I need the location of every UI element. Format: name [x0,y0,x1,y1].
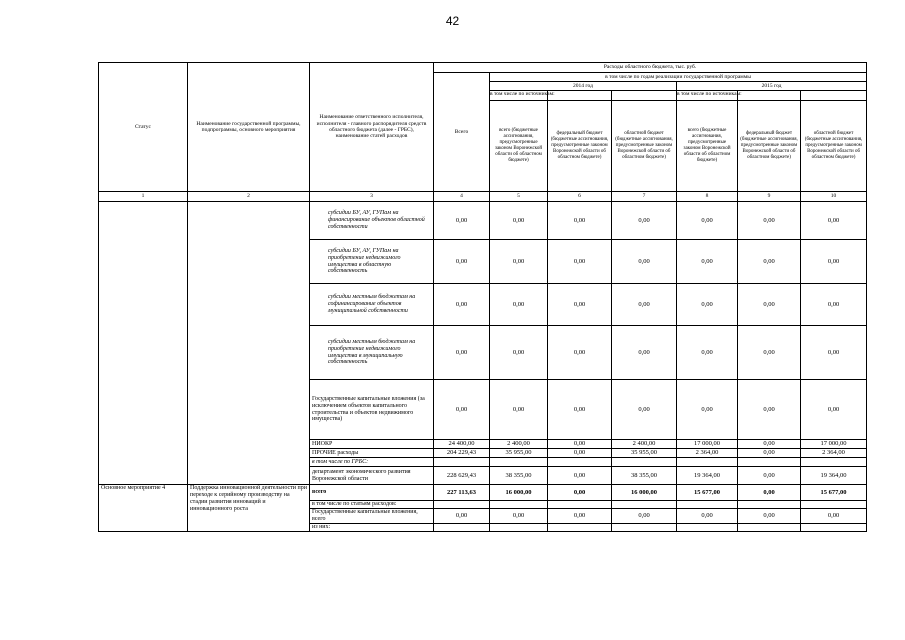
value-cell: 0,00 [434,509,490,524]
header-total: Всего [434,73,490,192]
value-cell: 2 400,00 [612,440,677,449]
value-cell: 0,00 [548,467,612,485]
header-source-col6 [548,91,612,192]
value-cell: 0,00 [677,202,738,240]
value-cell: 0,00 [434,284,490,326]
row-label: субсидии местным бюджетам на приобретение недвижимого имущества в муниципальную собственность [310,326,434,380]
row-label: Государственные капитальные вложения (за исключением объектов капитального строительства и объектов недвижимого имущества) [310,380,434,440]
header-program-name: Наименование государственной программы, подпрограммы, основного мероприятия [188,63,310,192]
row-label: НИОКР [310,440,434,449]
value-cell: 0,00 [738,440,801,449]
value-cell [434,523,490,531]
value-cell: 0,00 [738,380,801,440]
value-cell: 35 955,00 [612,449,677,458]
value-cell: 24 400,00 [434,440,490,449]
column-number-10: 10 [801,192,867,202]
value-cell: 227 113,63 [434,485,490,501]
column-number-6: 6 [548,192,612,202]
header-source-text: всего (бюджетные ассигнования, предусмотренные законом Воронежской области об областном бюджете) [494,128,543,163]
value-cell: 0,00 [548,284,612,326]
value-cell: 15 677,00 [677,485,738,501]
value-cell: 0,00 [612,380,677,440]
row-label: ПРОЧИЕ расходы [310,449,434,458]
value-cell: 0,00 [677,284,738,326]
column-number-5: 5 [490,192,548,202]
value-cell: 0,00 [612,284,677,326]
value-cell: 0,00 [738,240,801,284]
value-cell: 17 000,00 [677,440,738,449]
measure-name: Поддержка инновационной деятельности при переходе к серийному производству на стадии развития инноваций и инновационного роста [188,485,310,532]
header-year-2015: 2015 год [677,82,867,91]
table-row [99,485,867,501]
value-cell: 0,00 [801,202,867,240]
header-source-col9 [738,91,801,192]
measure-status: Основное мероприятие 4 [99,485,188,532]
value-cell [801,458,867,467]
value-cell: 16 000,00 [490,485,548,501]
value-cell: 0,00 [548,326,612,380]
value-cell [738,501,801,509]
value-cell: 0,00 [612,240,677,284]
value-cell [490,501,548,509]
value-cell [434,458,490,467]
value-cell: 35 955,00 [490,449,548,458]
value-cell: 0,00 [801,380,867,440]
value-cell: 0,00 [548,449,612,458]
value-cell: 0,00 [434,326,490,380]
header-source-text: всего (бюджетные ассигнования, предусмотренные законом Воронежской области об областном бюджете) [683,128,731,163]
header-source-text: областной бюджет (бюджетные ассигнования, предусмотренные законом Воронежской области об областном бюджете) [804,131,863,160]
value-cell: 0,00 [490,202,548,240]
status-cell-empty [99,202,188,485]
value-cell: 0,00 [548,509,612,524]
value-cell: 204 229,43 [434,449,490,458]
budget-table [98,62,867,532]
header-responsible: Наименование ответственного исполнителя, исполнителя - главного распорядителя средств областного бюджета (далее - ГРБС), наименование статей расходов [310,63,434,192]
value-cell: 38 355,00 [490,467,548,485]
row-label: в том числе по ГРБС: [310,458,434,467]
value-cell: 0,00 [548,380,612,440]
value-cell [677,523,738,531]
value-cell: 0,00 [548,485,612,501]
value-cell: 0,00 [677,240,738,284]
column-number-row [99,192,867,202]
value-cell [738,458,801,467]
value-cell: 0,00 [738,449,801,458]
value-cell: 0,00 [738,284,801,326]
row-label: субсидии местным бюджетам на софинансирование объектов муниципальной собственности [310,284,434,326]
value-cell: 0,00 [434,240,490,284]
row-label: в том числе по статьям расходов: [310,501,434,509]
value-cell: 0,00 [801,326,867,380]
row-label: субсидии БУ, АУ, ГУПам на финансирование объектов областной собственности [310,202,434,240]
value-cell [677,458,738,467]
row-label: департамент экономического развития Воронежской области [310,467,434,485]
header-status: Статус [99,63,188,192]
value-cell: 0,00 [738,485,801,501]
value-cell [738,523,801,531]
value-cell [612,501,677,509]
column-number-8: 8 [677,192,738,202]
value-cell: 0,00 [738,467,801,485]
header-source-col8 [677,91,742,192]
column-number-1: 1 [99,192,188,202]
value-cell [801,501,867,509]
value-cell: 228 629,43 [434,467,490,485]
value-cell [612,458,677,467]
header-source-text: областной бюджет (бюджетные ассигнования, предусмотренные законом Воронежской области об областном бюджете) [615,131,673,160]
header-expenses: Расходы областного бюджета, тыс. руб. [434,63,867,73]
header-source-col7 [612,91,677,192]
header-by-years: в том числе по годам реализации государственной программы [490,73,867,82]
value-cell: 0,00 [801,284,867,326]
value-cell [548,458,612,467]
value-cell: 0,00 [548,240,612,284]
value-cell: 0,00 [548,202,612,240]
value-cell [434,501,490,509]
page-number: 42 [445,14,460,28]
value-cell: 2 364,00 [677,449,738,458]
row-label: субсидии БУ, АУ, ГУПам на приобретение недвижимого имущества в областную собственность [310,240,434,284]
value-cell [548,501,612,509]
header-source-col10 [801,91,867,192]
value-cell: 0,00 [548,440,612,449]
row-label: Государственные капитальные вложения, всего [310,509,434,524]
value-cell: 0,00 [677,326,738,380]
value-cell [490,458,548,467]
column-number-3: 3 [310,192,434,202]
value-cell [801,523,867,531]
row-label: всего [310,485,434,501]
header-source-text: федеральный бюджет (бюджетные ассигнования, предусмотренные законом Воронежской области об областном бюджете) [740,131,798,160]
value-cell: 38 355,00 [612,467,677,485]
value-cell: 19 364,00 [801,467,867,485]
value-cell: 0,00 [612,326,677,380]
value-cell: 0,00 [738,202,801,240]
table-row [99,202,867,240]
column-number-9: 9 [738,192,801,202]
value-cell: 15 677,00 [801,485,867,501]
value-cell: 0,00 [612,202,677,240]
value-cell: 0,00 [490,240,548,284]
header-by-sources-label: в том числе по источникам: [490,91,547,101]
value-cell: 0,00 [434,202,490,240]
header-source-col5 [490,91,555,192]
value-cell: 0,00 [801,240,867,284]
value-cell: 0,00 [738,509,801,524]
header-source-text: федеральный бюджет (бюджетные ассигнования, предусмотренные законом Воронежской области об областном бюджете) [550,131,609,160]
value-cell: 0,00 [490,380,548,440]
program-cell-empty [188,202,310,485]
value-cell [548,523,612,531]
value-cell: 0,00 [612,509,677,524]
header-by-sources-label: в том числе по источникам: [677,91,737,101]
value-cell: 0,00 [434,380,490,440]
value-cell [612,523,677,531]
value-cell: 0,00 [677,509,738,524]
value-cell: 19 364,00 [677,467,738,485]
header-year-2014: 2014 год [490,82,677,91]
value-cell: 2 400,00 [490,440,548,449]
row-label: из них: [310,523,434,531]
value-cell: 0,00 [738,326,801,380]
value-cell: 16 000,00 [612,485,677,501]
column-number-7: 7 [612,192,677,202]
column-number-2: 2 [188,192,310,202]
value-cell: 0,00 [490,326,548,380]
value-cell: 0,00 [677,380,738,440]
value-cell [490,523,548,531]
value-cell [677,501,738,509]
value-cell: 2 364,00 [801,449,867,458]
value-cell: 0,00 [490,509,548,524]
column-number-4: 4 [434,192,490,202]
value-cell: 0,00 [490,284,548,326]
value-cell: 0,00 [801,509,867,524]
value-cell: 17 000,00 [801,440,867,449]
